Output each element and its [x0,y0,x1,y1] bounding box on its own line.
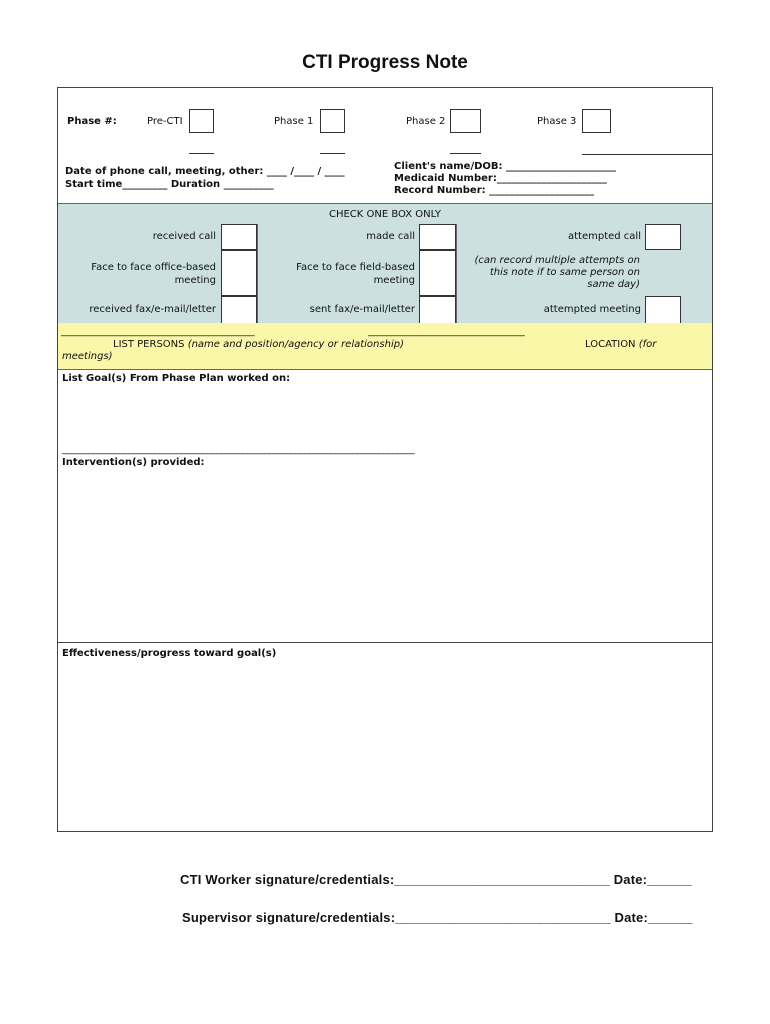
f2f-office-checkbox[interactable] [221,250,257,296]
received-call-label: received call [152,231,216,242]
effectiveness-divider [58,642,712,643]
progress-note-form [57,87,713,832]
location-underline: __________________________________ [368,326,525,337]
attempted-call-label: attempted call [568,231,641,242]
location-label [585,339,656,350]
goals-label: List Goal(s) From Phase Plan worked on: [62,373,291,384]
effectiveness-input-area[interactable] [58,664,712,830]
attempted-meeting-checkbox[interactable] [645,296,681,324]
page-title: CTI Progress Note [302,52,468,73]
goals-rule: ________________________________________________________________________________ [62,444,415,455]
list-persons-underline: __________________________________________ [61,326,255,337]
cti-worker-signature-line[interactable]: CTI Worker signature/credentials:_____________________________ Date:______ [180,872,692,887]
supervisor-signature-line[interactable]: Supervisor signature/credentials:_____________________________ Date:______ [182,910,693,925]
client-name-dob-field[interactable]: Client's name/DOB: ______________________ [394,161,616,172]
medicaid-number-field[interactable]: Medicaid Number:______________________ [394,173,607,184]
list-persons-label [113,339,404,350]
made-call-label: made call [366,231,415,242]
phase-option-3-label: Phase 3 [537,116,577,127]
made-call-checkbox[interactable] [419,224,456,250]
phase-option-pre-cti-label: Pre-CTI [147,116,183,127]
check-one-box-header: CHECK ONE BOX ONLY [328,209,442,220]
check-divider-2 [456,224,457,324]
f2f-field-checkbox[interactable] [419,250,456,296]
attempted-call-checkbox[interactable] [645,224,681,250]
check-one-box-section [58,203,712,325]
received-fax-checkbox[interactable] [221,296,257,324]
phase-3-underline [582,154,712,155]
phase-label: Phase #: [67,116,117,127]
f2f-office-label: Face to face office-based meeting [91,262,216,286]
received-call-checkbox[interactable] [221,224,257,250]
list-persons-section[interactable] [58,323,712,370]
location-detail: (for [638,339,657,350]
interventions-input-area[interactable] [58,472,712,642]
location-title: LOCATION [585,339,636,350]
phase-option-pre-cti-checkbox[interactable] [189,109,214,133]
multiple-attempts-note: (can record multiple attempts on this note if to same person on same day) [474,255,640,290]
record-number-field[interactable]: Record Number: _____________________ [394,185,595,196]
date-of-contact-field[interactable]: Date of phone call, meeting, other: ____ /____ / ____ [65,166,345,177]
effectiveness-label: Effectiveness/progress toward goal(s) [62,648,277,659]
attempted-meeting-label: attempted meeting [543,304,641,315]
phase-option-2-label: Phase 2 [406,116,446,127]
phase-pre-cti-underline [189,153,214,154]
sent-fax-checkbox[interactable] [419,296,456,324]
interventions-label: Intervention(s) provided: [62,457,205,468]
phase-1-underline [320,153,345,154]
received-fax-label: received fax/e-mail/letter [89,304,216,315]
sent-fax-label: sent fax/e-mail/letter [309,304,415,315]
meetings-label: meetings) [62,351,113,362]
start-time-duration-field[interactable]: Start time_________ Duration __________ [65,179,274,190]
phase-option-2-checkbox[interactable] [450,109,481,133]
list-persons-title: LIST PERSONS [113,339,185,350]
phase-option-3-checkbox[interactable] [582,109,611,133]
phase-2-underline [450,153,481,154]
goals-input-area[interactable] [58,388,712,452]
phase-option-1-checkbox[interactable] [320,109,345,133]
list-persons-detail: (name and position/agency or relationship) [187,339,404,350]
phase-option-1-label: Phase 1 [274,116,314,127]
f2f-field-label: Face to face field-based meeting [296,262,415,286]
